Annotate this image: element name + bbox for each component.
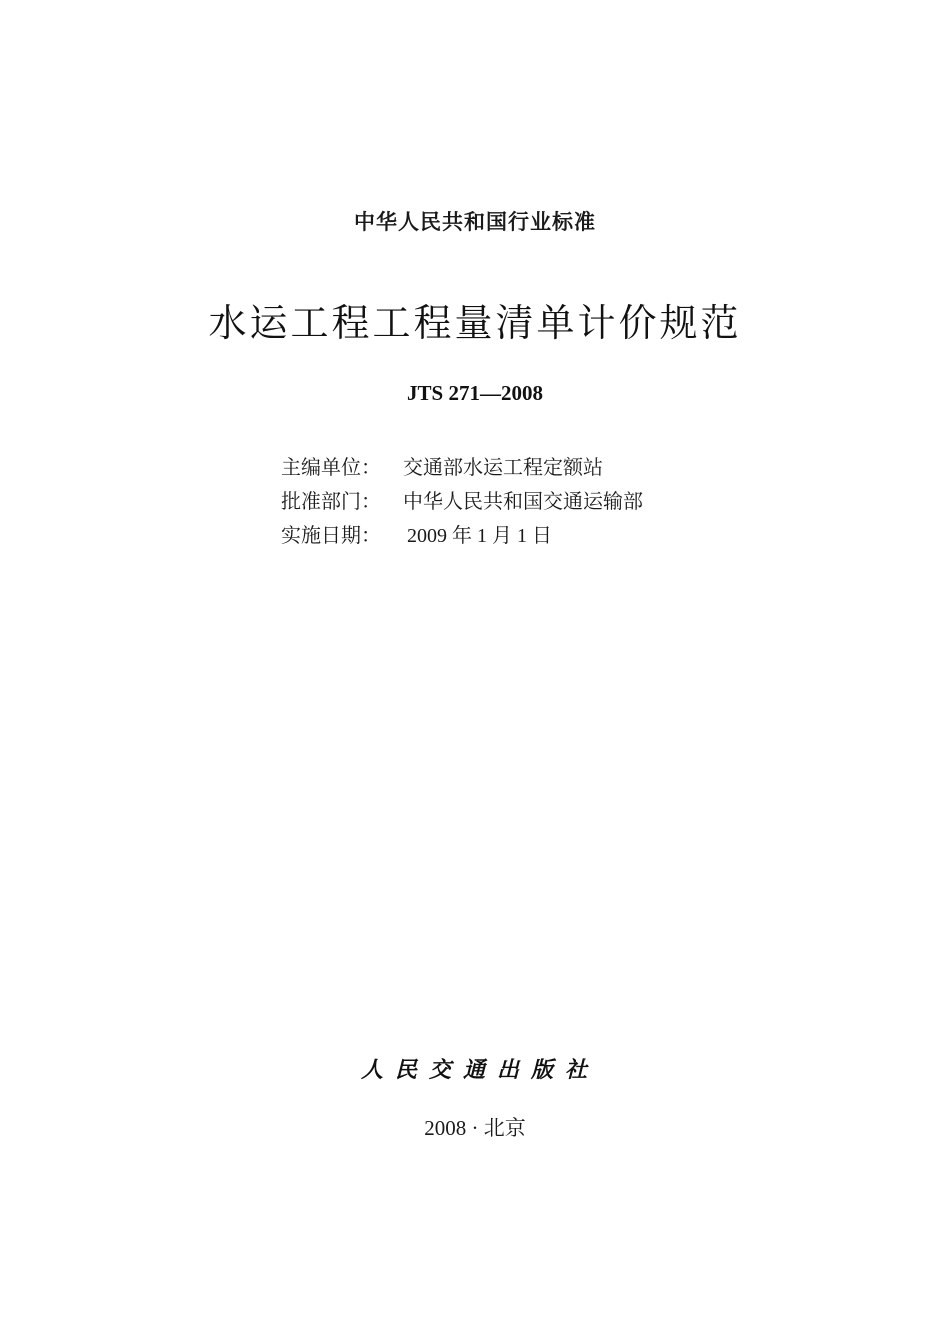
standard-series-label: 中华人民共和国行业标准 [354, 210, 596, 234]
info-label: 实施日期： [281, 523, 381, 547]
info-value: 交通部水运工程定额站 [403, 455, 603, 479]
publication-imprint: 2008 · 北京 [424, 1116, 526, 1140]
info-block [281, 450, 643, 552]
publisher-name: 人民交通出版社 [360, 1057, 599, 1083]
info-row-effective-date [281, 518, 643, 552]
info-row-editor [281, 450, 643, 484]
document-title: 水运工程工程量清单计价规范 [208, 301, 742, 345]
info-value: 2009 年 1 月 1 日 [407, 525, 552, 547]
info-label: 批准部门： [281, 489, 381, 513]
info-row-approver [281, 484, 643, 518]
info-label: 主编单位： [281, 455, 381, 479]
info-value: 中华人民共和国交通运输部 [403, 489, 643, 513]
standard-code: JTS 271—2008 [407, 381, 543, 405]
